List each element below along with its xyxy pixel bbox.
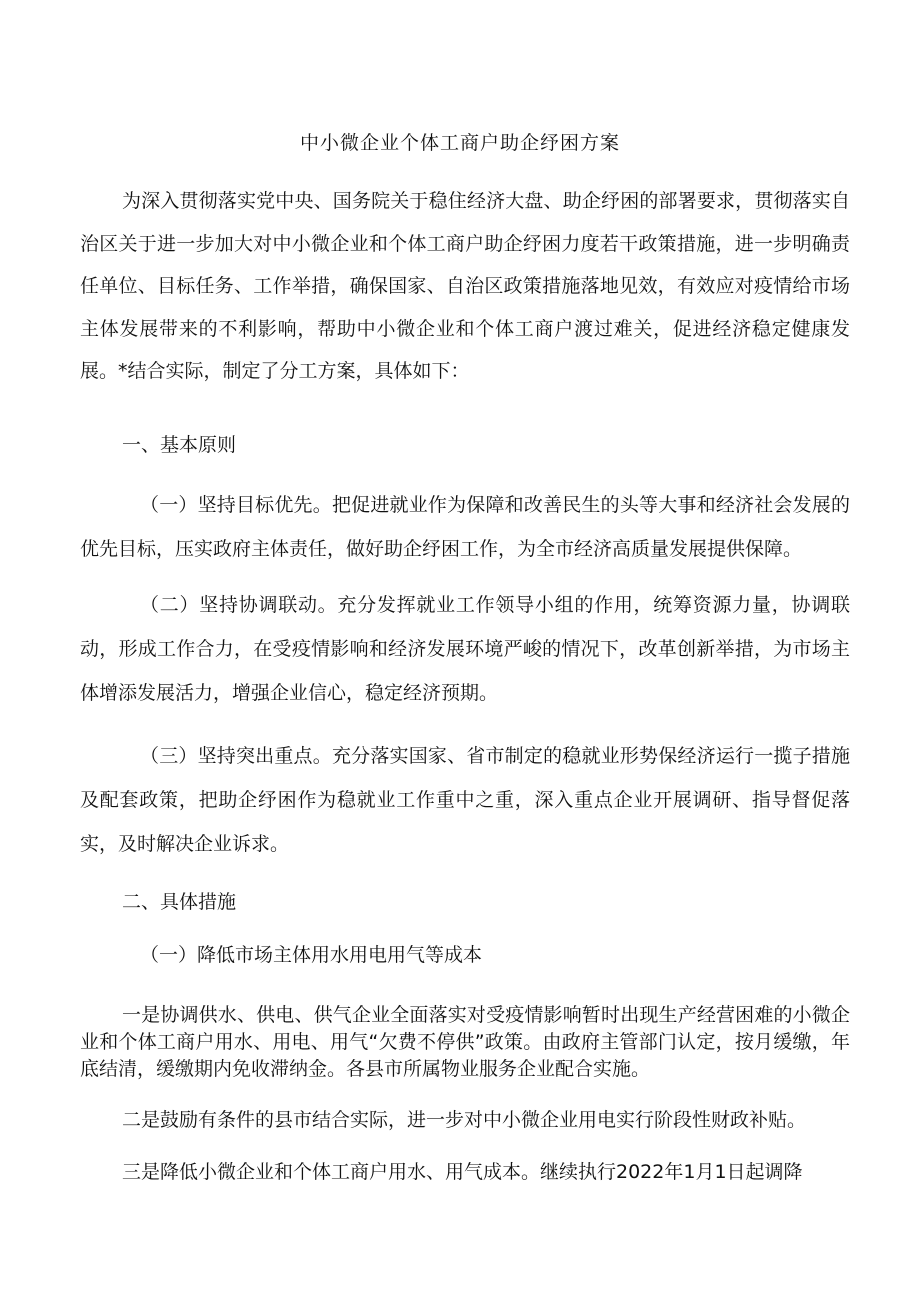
- principle-paragraph-2: （二）坚持协调联动。充分发挥就业工作领导小组的作用，统筹资源力量，协调联动，形成工作合力，在受疫情影响和经济发展环境严峻的情况下，改革创新举措，为市场主体增添发展活力，增强企业信心，稳定经济预期。: [80, 594, 850, 704]
- measure-paragraph-3: 三是降低小微企业和个体工商户用水、用气成本。继续执行2022年1月1日起调降: [122, 1161, 803, 1183]
- principle-paragraph-3: （三）坚持突出重点。充分落实国家、省市制定的稳就业形势保经济运行一揽子措施及配套政策，把助企纾困作为稳就业工作重中之重，深入重点企业开展调研、指导督促落实，及时解决企业诉求。: [80, 745, 850, 855]
- principle-paragraph-1: （一）坚持目标优先。把促进就业作为保障和改善民生的头等大事和经济社会发展的优先目标，压实政府主体责任，做好助企纾困工作，为全市经济高质量发展提供保障。: [80, 494, 850, 560]
- section-heading-basic-principles: 一、基本原则: [122, 434, 237, 456]
- subsection-heading-cost-reduction: （一）降低市场主体用水用电用气等成本: [140, 944, 483, 966]
- section-heading-specific-measures: 二、具体措施: [122, 891, 237, 913]
- measure-paragraph-2: 二是鼓励有条件的县市结合实际，进一步对中小微企业用电实行阶段性财政补贴。: [122, 1109, 807, 1131]
- measure-paragraph-1: 一是协调供水、供电、供气企业全面落实对受疫情影响暂时出现生产经营困难的小微企业和个体工商户用水、用电、用气“欠费不停供”政策。由政府主管部门认定，按月缓缴，年底结清，缓缴期内免收滞纳金。各县市所属物业服务企业配合实施。: [80, 1004, 850, 1080]
- intro-paragraph: 为深入贯彻落实党中央、国务院关于稳住经济大盘、助企纾困的部署要求，贯彻落实自治区关于进一步加大对中小微企业和个体工商户助企纾困力度若干政策措施，进一步明确责任单位、目标任务、工作举措，确保国家、自治区政策措施落地见效，有效应对疫情给市场主体发展带来的不利影响，帮助中小微企业和个体工商户渡过难关，促进经济稳定健康发展。*结合实际，制定了分工方案，具体如下：: [80, 190, 850, 383]
- document-title: 中小微企业个体工商户助企纾困方案: [299, 132, 620, 154]
